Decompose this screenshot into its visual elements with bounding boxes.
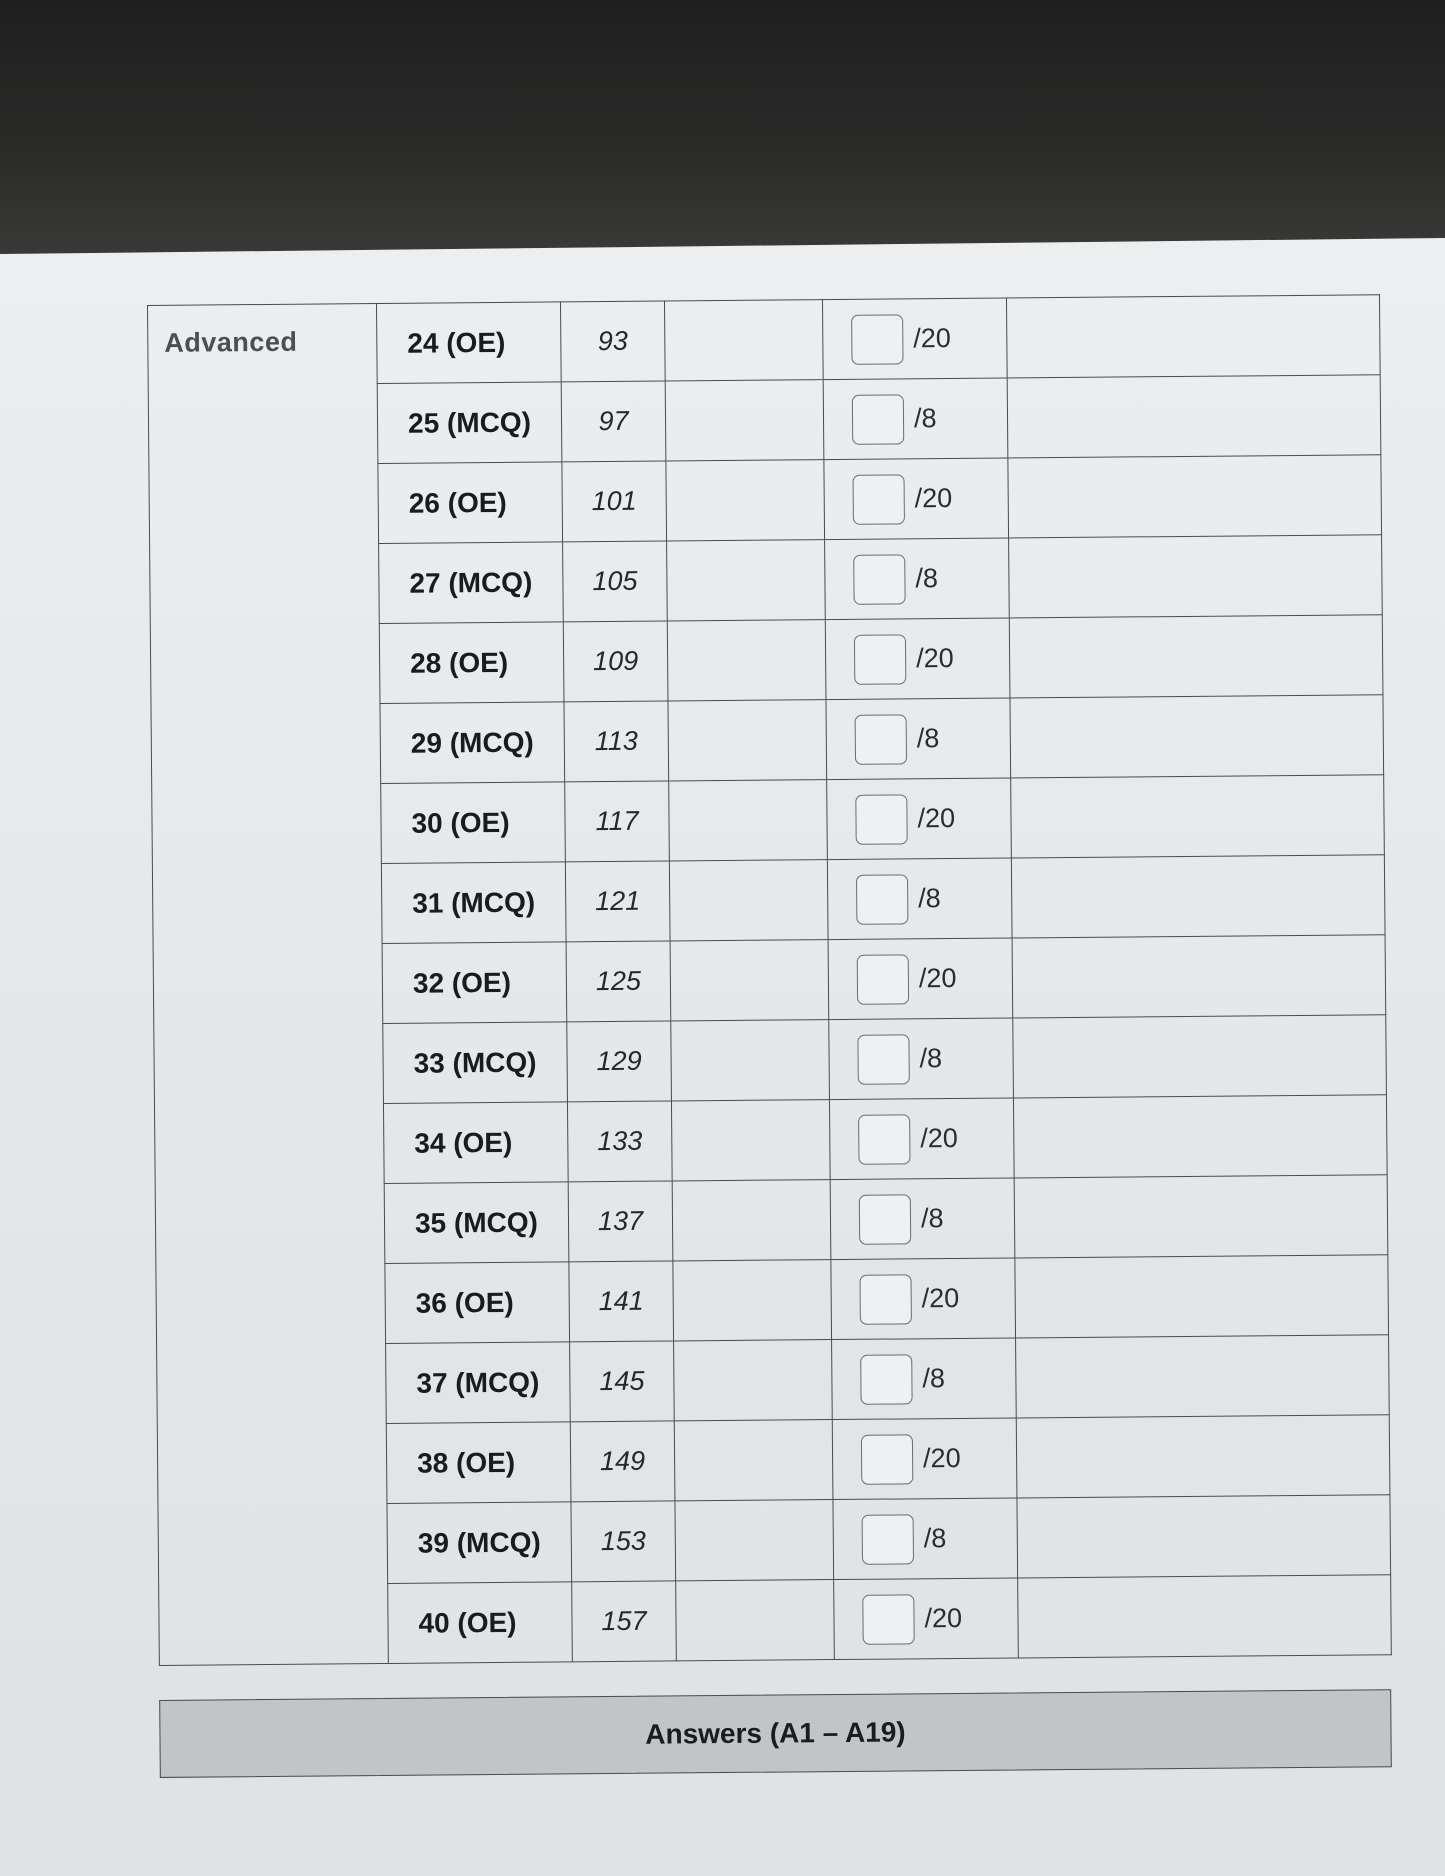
question-row — [148, 295, 1381, 386]
page-number: 97 — [561, 381, 666, 462]
score-max: /8 — [915, 563, 939, 594]
score-cell — [829, 1098, 1014, 1180]
notes-cell[interactable] — [1013, 1015, 1387, 1098]
score-group — [855, 793, 1010, 844]
dark-background — [0, 0, 1445, 262]
date-cell[interactable] — [668, 700, 827, 781]
score-cell — [827, 858, 1012, 940]
score-cell — [832, 1418, 1017, 1500]
score-checkbox[interactable] — [862, 1514, 914, 1564]
score-max: /8 — [913, 403, 937, 434]
score-group — [861, 1433, 1016, 1484]
score-checkbox[interactable] — [853, 554, 905, 604]
score-group — [851, 313, 1006, 364]
question-table-body — [148, 295, 1392, 1666]
notes-cell[interactable] — [1015, 1255, 1389, 1338]
notes-cell[interactable] — [1011, 775, 1385, 858]
date-cell[interactable] — [666, 460, 825, 541]
score-checkbox[interactable] — [851, 314, 903, 364]
question-number: 34 (OE) — [383, 1102, 568, 1184]
score-max: /8 — [923, 1523, 947, 1554]
score-group — [853, 473, 1008, 524]
score-cell — [832, 1338, 1017, 1420]
notes-cell[interactable] — [1009, 535, 1383, 618]
question-table — [147, 294, 1392, 1666]
date-cell[interactable] — [670, 940, 829, 1021]
page-number: 153 — [571, 1501, 676, 1582]
question-number: 35 (MCQ) — [384, 1182, 569, 1264]
score-checkbox[interactable] — [861, 1434, 913, 1484]
question-number: 29 (MCQ) — [380, 702, 565, 784]
progress-tracker — [147, 294, 1392, 1778]
score-group — [862, 1513, 1017, 1564]
date-cell[interactable] — [664, 300, 823, 381]
page-number: 117 — [565, 781, 670, 862]
page-number: 133 — [567, 1101, 672, 1182]
date-cell[interactable] — [674, 1340, 833, 1421]
notes-cell[interactable] — [1009, 615, 1383, 698]
page-number: 93 — [560, 301, 665, 382]
score-cell — [822, 298, 1007, 380]
notes-cell[interactable] — [1013, 1095, 1387, 1178]
score-checkbox[interactable] — [862, 1594, 914, 1644]
score-cell — [834, 1578, 1019, 1660]
notes-cell[interactable] — [1007, 375, 1381, 458]
date-cell[interactable] — [673, 1260, 832, 1341]
question-number: 33 (MCQ) — [383, 1022, 568, 1104]
score-group — [855, 713, 1010, 764]
question-number: 38 (OE) — [386, 1422, 571, 1504]
notes-cell[interactable] — [1008, 455, 1382, 538]
notes-cell[interactable] — [1006, 295, 1380, 378]
page-number: 125 — [566, 941, 671, 1022]
score-checkbox[interactable] — [858, 1114, 910, 1164]
question-number: 37 (MCQ) — [386, 1342, 571, 1424]
question-number: 26 (OE) — [378, 462, 563, 544]
question-number: 39 (MCQ) — [387, 1502, 572, 1584]
date-cell[interactable] — [665, 380, 824, 461]
score-group — [853, 553, 1008, 604]
date-cell[interactable] — [671, 1100, 830, 1181]
question-number: 30 (OE) — [381, 782, 566, 864]
page-number: 129 — [567, 1021, 672, 1102]
question-number: 24 (OE) — [376, 302, 561, 384]
score-checkbox[interactable] — [857, 1034, 909, 1084]
question-number: 31 (MCQ) — [381, 862, 566, 944]
score-group — [860, 1353, 1015, 1404]
page-number: 137 — [568, 1181, 673, 1262]
score-cell — [831, 1258, 1016, 1340]
question-number: 27 (MCQ) — [379, 542, 564, 624]
score-max: /8 — [916, 723, 940, 754]
score-max: /20 — [921, 1282, 960, 1314]
date-cell[interactable] — [671, 1020, 830, 1101]
score-group — [862, 1593, 1017, 1644]
notes-cell[interactable] — [1018, 1575, 1392, 1658]
page-number: 109 — [563, 621, 668, 702]
question-number: 40 (OE) — [388, 1582, 573, 1664]
score-cell — [825, 538, 1010, 620]
notes-cell[interactable] — [1012, 935, 1386, 1018]
page-number: 157 — [572, 1581, 677, 1662]
score-checkbox[interactable] — [859, 1274, 911, 1324]
score-cell — [828, 938, 1013, 1020]
date-cell[interactable] — [672, 1180, 831, 1261]
score-max: /20 — [915, 642, 954, 674]
question-number: 25 (MCQ) — [377, 382, 562, 464]
score-checkbox[interactable] — [859, 1194, 911, 1244]
score-cell — [823, 378, 1008, 460]
notes-cell[interactable] — [1016, 1335, 1390, 1418]
score-max: /20 — [920, 1122, 958, 1154]
level-label: Advanced — [148, 303, 389, 1665]
score-checkbox[interactable] — [855, 794, 907, 844]
notes-cell[interactable] — [1011, 855, 1385, 938]
question-number: 32 (OE) — [382, 942, 567, 1024]
notes-cell[interactable] — [1016, 1415, 1390, 1498]
answers-label: Answers (A1 – A19) — [645, 1716, 906, 1750]
score-group — [852, 393, 1007, 444]
page-number: 121 — [565, 861, 670, 942]
page-number: 141 — [569, 1261, 674, 1342]
date-cell[interactable] — [676, 1580, 835, 1661]
notes-cell[interactable] — [1017, 1495, 1391, 1578]
notes-cell[interactable] — [1010, 695, 1384, 778]
score-max: /20 — [924, 1602, 963, 1634]
score-group — [859, 1193, 1014, 1244]
page-number: 101 — [562, 461, 667, 542]
score-group — [854, 633, 1009, 684]
question-number: 36 (OE) — [385, 1262, 570, 1344]
score-checkbox[interactable] — [854, 634, 906, 684]
score-max: /8 — [918, 883, 941, 914]
date-cell[interactable] — [674, 1420, 833, 1501]
score-max: /20 — [914, 482, 953, 514]
page-number: 105 — [563, 541, 668, 622]
score-checkbox[interactable] — [855, 714, 907, 764]
date-cell[interactable] — [675, 1500, 834, 1581]
score-checkbox[interactable] — [857, 954, 909, 1004]
score-max: /20 — [913, 322, 951, 354]
page-number: 113 — [564, 701, 669, 782]
date-cell[interactable] — [667, 620, 826, 701]
score-max: /8 — [919, 1043, 943, 1074]
score-group — [857, 1033, 1012, 1084]
score-checkbox[interactable] — [852, 394, 904, 444]
score-cell — [829, 1018, 1014, 1100]
score-max: /20 — [918, 962, 957, 994]
page-number: 145 — [570, 1341, 675, 1422]
date-cell[interactable] — [669, 780, 828, 861]
score-max: /8 — [920, 1203, 944, 1234]
score-max: /8 — [922, 1363, 946, 1394]
question-number: 28 (OE) — [379, 622, 564, 704]
date-cell[interactable] — [669, 860, 828, 941]
score-checkbox[interactable] — [856, 874, 908, 924]
answers-footer — [159, 1689, 1392, 1778]
score-cell — [825, 618, 1010, 700]
score-group — [856, 873, 1011, 924]
score-cell — [827, 778, 1012, 860]
score-checkbox[interactable] — [860, 1354, 912, 1404]
score-max: /20 — [922, 1442, 961, 1474]
date-cell[interactable] — [667, 540, 826, 621]
notes-cell[interactable] — [1014, 1175, 1388, 1258]
score-max: /20 — [917, 802, 956, 834]
score-group — [858, 1113, 1013, 1164]
page-number: 149 — [570, 1421, 675, 1502]
score-cell — [830, 1178, 1015, 1260]
score-cell — [833, 1498, 1018, 1580]
score-cell — [826, 698, 1011, 780]
score-cell — [824, 458, 1009, 540]
score-group — [857, 953, 1012, 1004]
score-group — [859, 1273, 1014, 1324]
score-checkbox[interactable] — [853, 474, 905, 524]
